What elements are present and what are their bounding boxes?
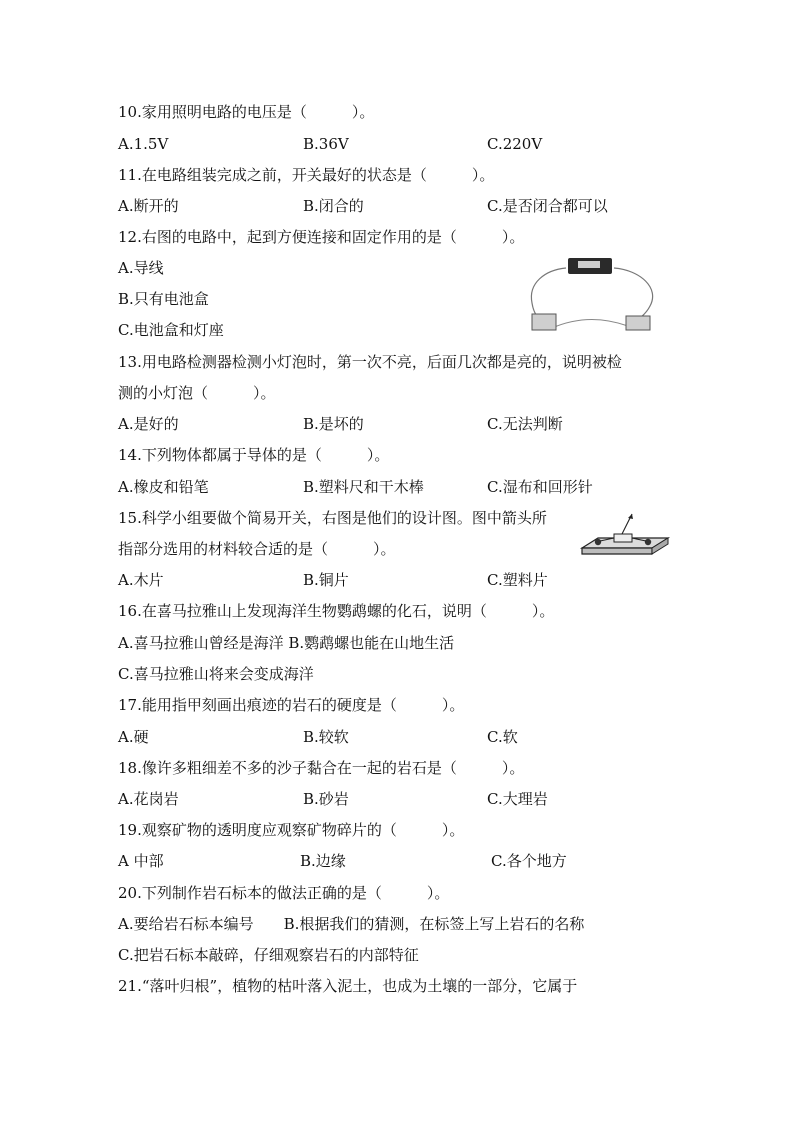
q12-option-a: A.导线: [118, 259, 164, 277]
q20-options-ab: A.要给岩石标本编号 B.根据我们的猜测，在标签上写上岩石的名称: [118, 915, 585, 933]
q13-stem-line2: 测的小灯泡（ ）。: [118, 384, 276, 402]
switch-figure: [578, 508, 673, 560]
q17-option-a: A.硬: [118, 728, 149, 746]
q15-option-a: A.木片: [118, 571, 164, 589]
q11-option-c: C.是否闭合都可以: [487, 197, 608, 215]
q18-option-a: A.花岗岩: [118, 790, 179, 808]
q12-option-c: C.电池盒和灯座: [118, 321, 224, 339]
q11-option-b: B.闭合的: [303, 197, 364, 215]
circuit-figure: [520, 248, 670, 338]
q19-stem: 19.观察矿物的透明度应观察矿物碎片的（ ）。: [118, 821, 465, 839]
q11-option-a: A.断开的: [118, 197, 179, 215]
q18-stem: 18.像许多粗细差不多的沙子黏合在一起的岩石是（ ）。: [118, 759, 525, 777]
lamp-holder-right: [626, 316, 650, 330]
q19-option-c: C.各个地方: [491, 852, 567, 870]
q15-stem-line1: 15.科学小组要做个简易开关，右图是他们的设计图。图中箭头所: [118, 509, 547, 527]
q10-option-a: A.1.5V: [118, 135, 169, 153]
q19-option-b: B.边缘: [300, 852, 346, 870]
q17-option-b: B.较软: [303, 728, 349, 746]
q15-stem-line2: 指部分选用的材料较合适的是（ ）。: [118, 540, 396, 558]
q15-option-c: C.塑料片: [487, 571, 548, 589]
q14-stem: 14.下列物体都属于导体的是（ ）。: [118, 446, 390, 464]
q14-option-c: C.湿布和回形针: [487, 478, 593, 496]
q10-option-b: B.36V: [303, 135, 349, 153]
q13-stem-line1: 13.用电路检测器检测小灯泡时，第一次不亮，后面几次都是亮的，说明被检: [118, 353, 622, 371]
q17-option-c: C.软: [487, 728, 518, 746]
q16-options-ab: A.喜马拉雅山曾经是海洋 B.鹦鹉螺也能在山地生活: [118, 634, 455, 652]
q12-stem: 12.右图的电路中，起到方便连接和固定作用的是（ ）。: [118, 228, 525, 246]
q16-option-c: C.喜马拉雅山将来会变成海洋: [118, 665, 314, 683]
q16-stem: 16.在喜马拉雅山上发现海洋生物鹦鹉螺的化石，说明（ ）。: [118, 602, 555, 620]
q17-stem: 17.能用指甲刻画出痕迹的岩石的硬度是（ ）。: [118, 696, 465, 714]
q18-option-c: C.大理岩: [487, 790, 548, 808]
q15-option-b: B.铜片: [303, 571, 349, 589]
q20-option-c: C.把岩石标本敲碎，仔细观察岩石的内部特征: [118, 946, 419, 964]
q10-stem: 10.家用照明电路的电压是（ ）。: [118, 103, 375, 121]
q18-option-b: B.砂岩: [303, 790, 349, 808]
q14-option-a: A.橡皮和铅笔: [118, 478, 209, 496]
q13-option-b: B.是坏的: [303, 415, 364, 433]
q12-option-b: B.只有电池盒: [118, 290, 209, 308]
q11-stem: 11.在电路组装完成之前，开关最好的状态是（ ）。: [118, 166, 495, 184]
q10-option-c: C.220V: [487, 135, 543, 153]
lamp-holder-left: [532, 314, 556, 330]
q13-option-c: C.无法判断: [487, 415, 563, 433]
q14-option-b: B.塑料尺和干木棒: [303, 478, 424, 496]
q20-stem: 20.下列制作岩石标本的做法正确的是（ ）。: [118, 884, 450, 902]
q21-stem: 21.“落叶归根”，植物的枯叶落入泥土，也成为土壤的一部分，它属于: [118, 977, 578, 995]
q13-option-a: A.是好的: [118, 415, 179, 433]
q19-option-a: A 中部: [118, 852, 164, 870]
